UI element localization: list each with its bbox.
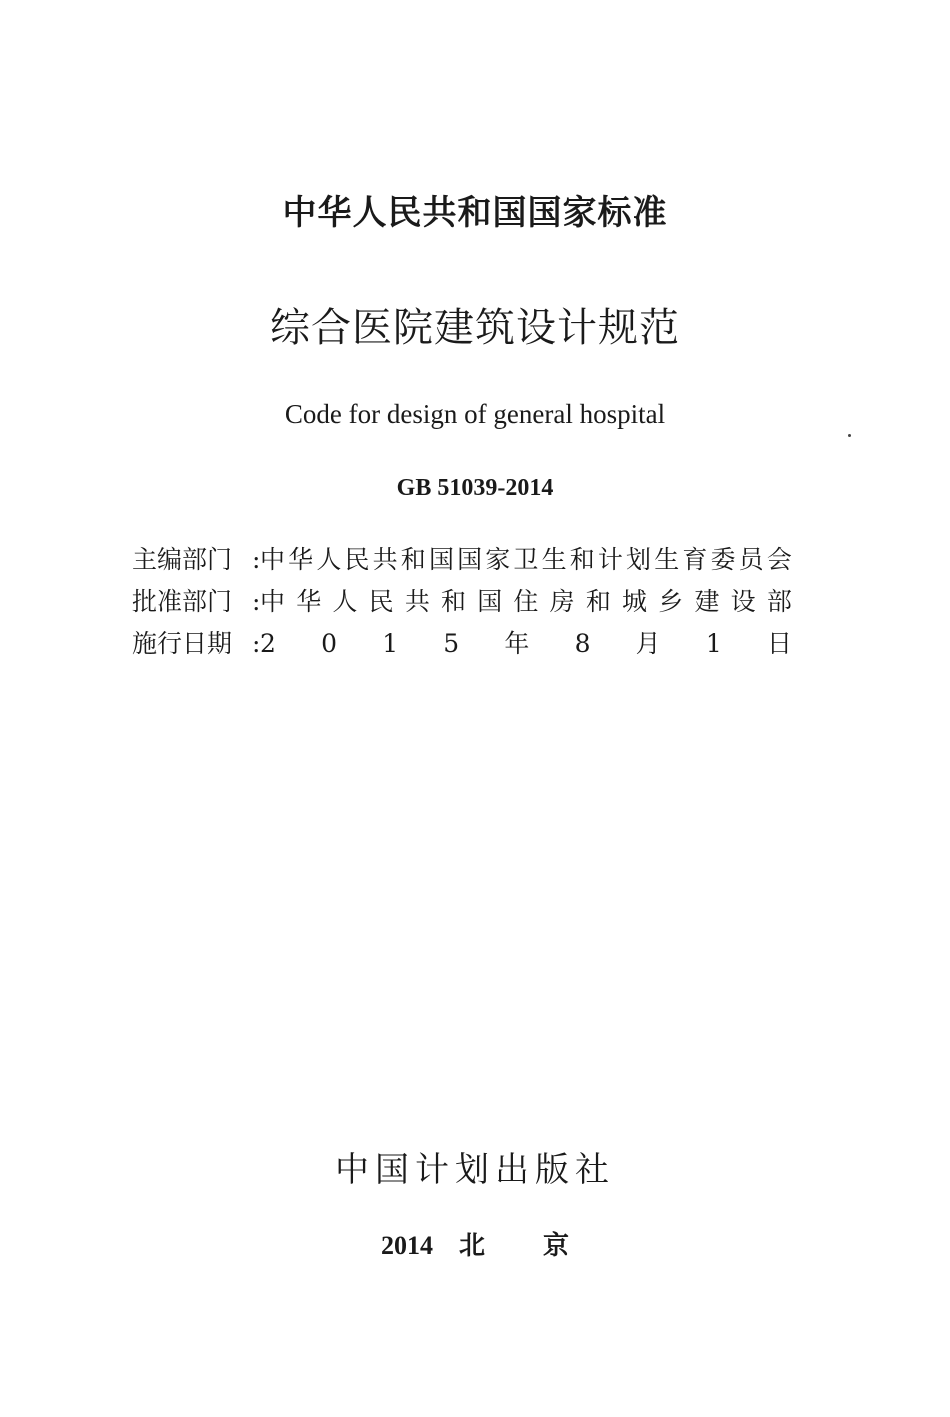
document-title-english: Code for design of general hospital (284, 399, 666, 429)
value-char: 月 (635, 629, 661, 658)
approver-separator: : (252, 587, 261, 616)
chief-editor-separator: : (252, 545, 261, 574)
value-char: 人 (332, 587, 358, 616)
effective-date-row (132, 625, 792, 663)
value-char: 城 (622, 587, 648, 616)
value-char: 中 (260, 587, 286, 616)
scan-speck (848, 434, 851, 437)
effective-date-separator: : (252, 629, 261, 658)
value-char: 和 (569, 545, 595, 574)
value-char: 1 (382, 629, 399, 658)
value-char: 国 (477, 587, 503, 616)
value-char: 和 (585, 587, 611, 616)
publication-place (0, 1228, 950, 1264)
value-char: 和 (441, 587, 467, 616)
approver-value (260, 583, 792, 621)
approver-row (132, 583, 792, 621)
value-char: 国 (428, 545, 454, 574)
value-char: 乡 (658, 587, 684, 616)
value-char: 年 (504, 629, 530, 658)
value-char: 住 (513, 587, 539, 616)
value-char: 0 (321, 629, 337, 658)
value-char: 和 (400, 545, 426, 574)
value-char: 人 (316, 545, 342, 574)
value-char: 设 (730, 587, 756, 616)
value-char: 5 (443, 629, 460, 658)
value-char: 会 (766, 545, 792, 574)
value-char: 日 (766, 629, 792, 658)
value-char: 民 (344, 545, 370, 574)
value-char: 划 (626, 545, 652, 574)
value-char: 委 (710, 545, 736, 574)
effective-date-label: 施行日期 (132, 629, 233, 658)
value-char: 卫 (513, 545, 539, 574)
value-char: 8 (574, 629, 591, 658)
chief-editor-value (260, 541, 792, 579)
approver-label: 批准部门 (132, 587, 233, 616)
value-char: 房 (549, 587, 575, 616)
publisher-name: 中国计划出版社 (335, 1150, 615, 1190)
value-char: 国 (457, 545, 483, 574)
national-standard-heading: 中华人民共和国国家标准 (282, 193, 668, 233)
value-char: 华 (296, 587, 322, 616)
value-char: 员 (738, 545, 764, 574)
effective-date-value (260, 625, 792, 663)
value-char: 育 (682, 545, 708, 574)
value-char: 民 (368, 587, 394, 616)
value-char: 生 (654, 545, 680, 574)
value-char: 2 (260, 629, 276, 658)
value-char: 生 (541, 545, 567, 574)
value-char: 家 (485, 545, 511, 574)
chief-editor-label: 主编部门 (132, 545, 233, 574)
value-char: 建 (694, 587, 720, 616)
publication-city: 北京 (458, 1231, 627, 1261)
value-char: 1 (705, 629, 722, 658)
chief-editor-row (132, 541, 792, 579)
value-char: 共 (372, 545, 398, 574)
document-title-chinese: 综合医院建筑设计规范 (270, 305, 680, 351)
standard-number: GB 51039-2014 (396, 475, 554, 501)
value-char: 华 (288, 545, 314, 574)
value-char: 计 (597, 545, 623, 574)
value-char: 中 (260, 545, 286, 574)
value-char: 共 (404, 587, 430, 616)
value-char: 部 (766, 587, 792, 616)
publication-year: 2014 (380, 1231, 433, 1260)
